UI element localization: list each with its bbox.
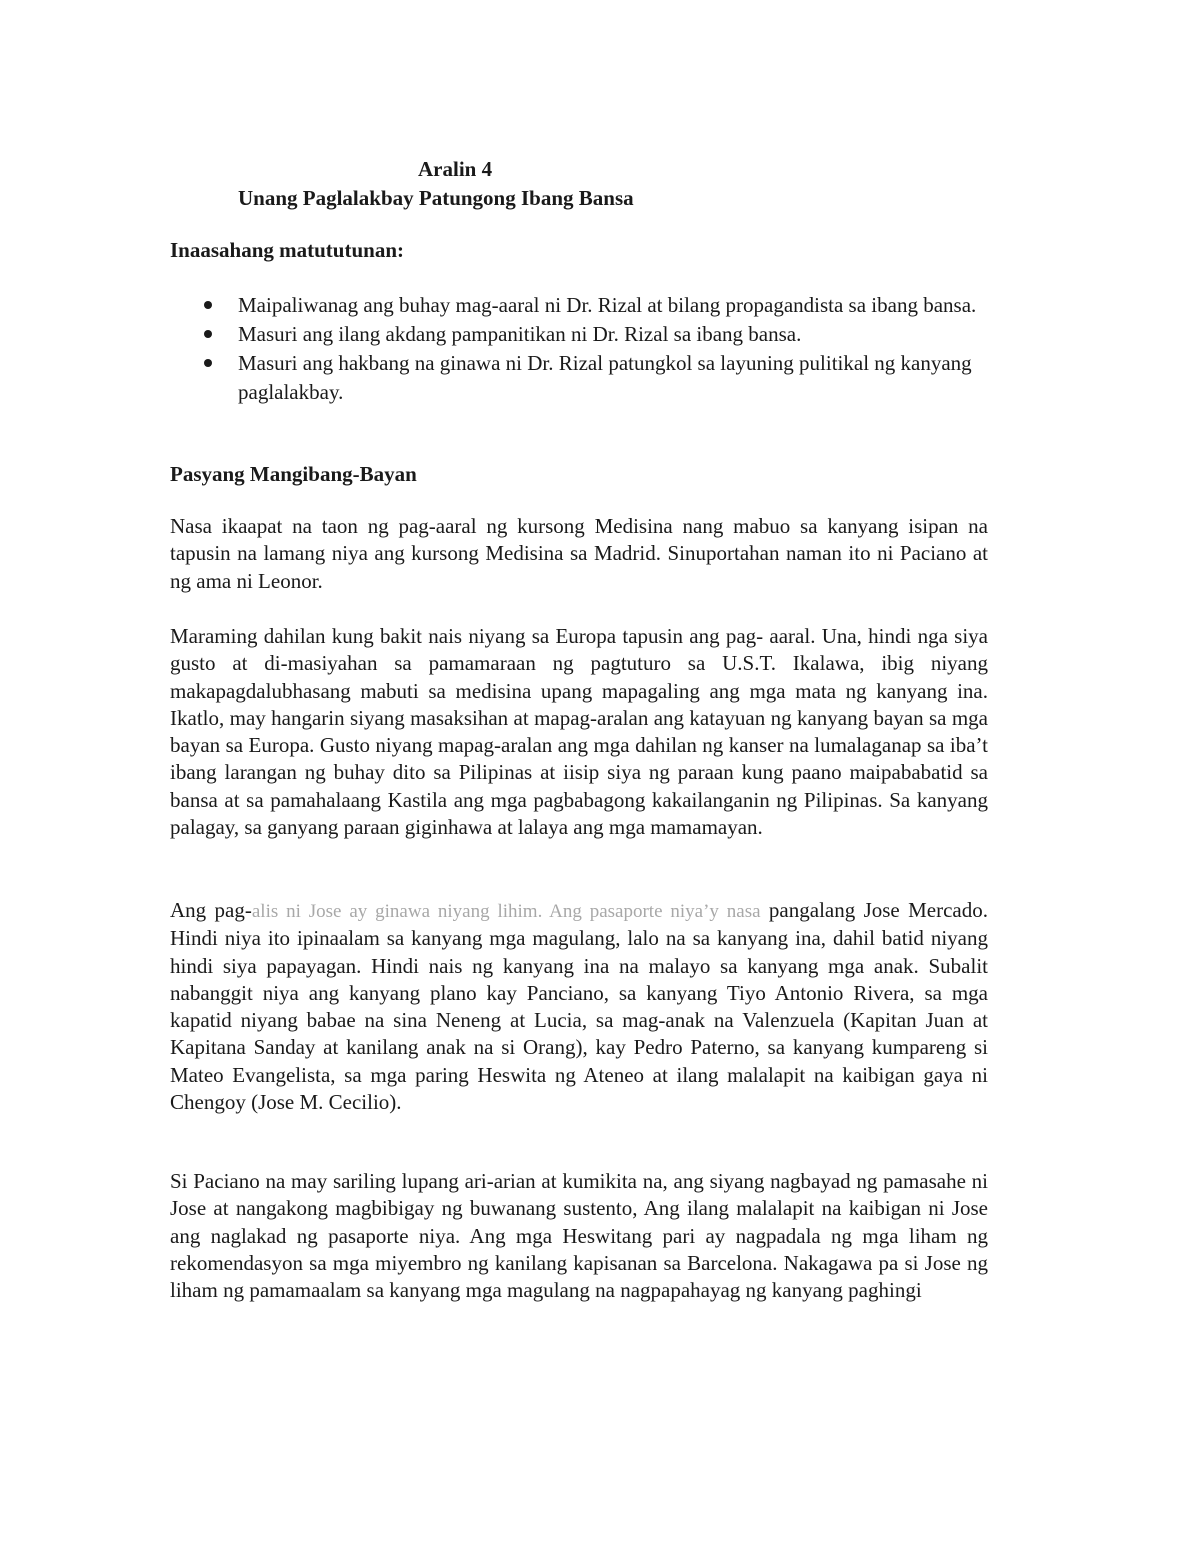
paragraph-3-start: Ang pag- [170, 898, 252, 922]
objective-item [170, 291, 1000, 320]
section-heading: Pasyang Mangibang-Bayan [170, 462, 417, 486]
lesson-number: Aralin 4 [418, 157, 493, 181]
objectives-heading: Inaasahang matututunan: [170, 238, 404, 262]
bullet-icon [204, 301, 212, 309]
objective-text: Masuri ang hakbang na ginawa ni Dr. Rizal patungkol sa layuning pulitikal ng kanyang paglalakbay. [238, 351, 972, 404]
objective-item [170, 320, 1000, 349]
paragraph-2: Maraming dahilan kung bakit nais niyang sa Europa tapusin ang pag- aaral. Una, hindi nga siya gusto at di-masiyahan sa pamamaraan ng pagtuturo sa U.S.T. Ikalawa, ibig niyang makapagdalubhasang mabuti sa medisina upang mapagaling ang mga mata ng kanyang ina. Ikatlo, may hangarin siyang masaksihan at mapag-aralan ang katayuan ng kanyang bayan sa mga bayan sa Europa. Gusto niyang mapag-aralan ang mga dahilan ng kanser na lumalaganap sa iba’t ibang larangan ng buhay dito sa Pilipinas at iisip siya ng paraan kung paano maipababatid sa bansa at sa pamahalaang Kastila ang mga pagbabagong kakailanganin ng Pilipinas. Sa kanyang palagay, sa ganyang paraan giginhawa at lalaya ang mga mamamayan. [170, 624, 988, 840]
paragraph-3 [170, 897, 988, 1116]
paragraph-1: Nasa ikaapat na taon ng pag-aaral ng kursong Medisina nang mabuo sa kanyang isipan na tapusin na lamang niya ang kursong Medisina sa Madrid. Sinuportahan naman ito ni Paciano at ng ama ni Leonor. [170, 514, 988, 593]
paragraph-4: Si Paciano na may sariling lupang ari-arian at kumikita na, ang siyang nagbayad ng pamasahe ni Jose at nangakong magbibigay ng buwanang sustento, Ang ilang malalapit na kaibigan ni Jose ang naglakad ng pasaporte niya. Ang mga Heswitang pari ay nagpadala ng mga liham ng rekomendasyon sa mga miyembro ng kanilang kapisanan sa Barcelona. Nakagawa pa si Jose ng liham ng pamamaalam sa kanyang mga magulang na nagpapahayag ng kanyang paghingi [170, 1169, 988, 1303]
objective-text: Maipaliwanag ang buhay mag-aaral ni Dr. Rizal at bilang propagandista sa ibang bansa. [238, 293, 977, 317]
bullet-icon [204, 359, 212, 367]
bullet-icon [204, 330, 212, 338]
objective-item [170, 349, 1000, 407]
paragraph-3-rest: pangalang Jose Mercado. Hindi niya ito ipinaalam sa kanyang mga magulang, lalo na sa kanyang ina, dahil batid niyang hindi siya papayagan. Hindi nais ng kanyang ina na malayo sa kanyang mga anak. Subalit nabanggit niya ang kanyang plano kay Panciano, sa kanyang Tiyo Antonio Rivera, sa mga kapatid niyang babae na sina Neneng at Lucia, sa mag-anak na Valenzuela (Kapitan Juan at Kapitana Sanday at kanilang anak na si Orang), kay Pedro Paterno, sa kanyang kumpareng si Mateo Evangelista, sa mga paring Heswita ng Ateneo at ilang malalapit na kaibigan gaya ni Chengoy (Jose M. Cecilio). [170, 898, 989, 1115]
lesson-title: Unang Paglalakbay Patungong Ibang Bansa [238, 186, 634, 210]
paragraph-3-faded-text: alis ni Jose ay ginawa niyang lihim. Ang pasaporte niya’y nasa [251, 901, 761, 922]
objective-text: Masuri ang ilang akdang pampanitikan ni Dr. Rizal sa ibang bansa. [238, 322, 802, 346]
objectives-list [170, 291, 1000, 407]
